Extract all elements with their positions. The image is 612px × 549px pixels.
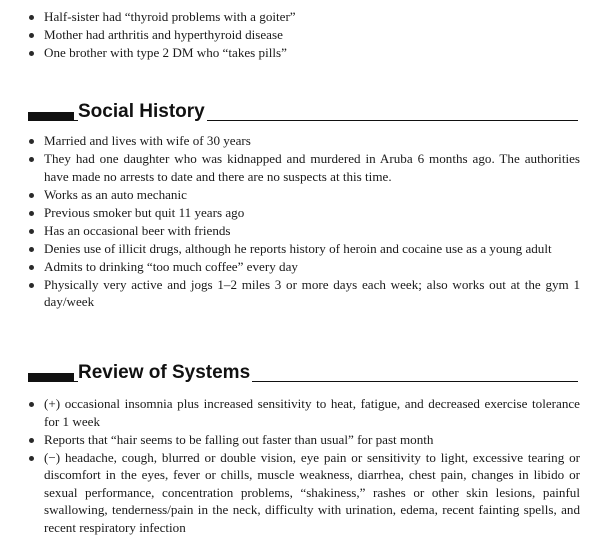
list-item-text: Physically very active and jogs 1–2 miles 3 or more days each week; also works out at the gym 1 day/week (44, 276, 580, 309)
list-item-text: Has an occasional beer with friends (44, 222, 231, 238)
list-item-text: Works as an auto mechanic (44, 186, 187, 202)
review-of-systems-header (28, 362, 578, 386)
section-bar-icon (28, 112, 74, 121)
list-item (28, 26, 580, 44)
list-item (28, 132, 580, 150)
list-item (28, 258, 580, 276)
list-item (28, 150, 580, 185)
bullet-icon (29, 139, 34, 144)
list-item (28, 395, 580, 430)
list-item (28, 186, 580, 204)
bullet-icon (29, 51, 34, 56)
list-item-text: Denies use of illicit drugs, although he reports history of heroin and cocaine use as a young adult (44, 240, 552, 256)
bullet-icon (29, 33, 34, 38)
list-item (28, 431, 580, 449)
list-item (28, 240, 580, 258)
list-item (28, 222, 580, 240)
list-item-text: One brother with type 2 DM who “takes pills” (44, 45, 287, 60)
bullet-icon (29, 438, 34, 443)
list-item (28, 449, 580, 537)
bullet-icon (29, 247, 34, 252)
list-item (28, 204, 580, 222)
section-title: Review of Systems (78, 362, 251, 383)
list-item (28, 8, 580, 26)
social-history-header (28, 101, 578, 125)
bullet-icon (29, 15, 34, 20)
list-item-text: (−) headache, cough, blurred or double vision, eye pain or sensitivity to light, excessive tearing or discomfort in the eyes, fever or chills, muscle weakness, diarrhea, chest pain, changes in libido or sexual performance, concentration problems, “shakiness,” rashes or other skin lesions, painful swallowing, tenderness/pain in the neck, difficulty with urination, edema, recent fainting spells, and recent respiratory infection (44, 449, 580, 535)
bullet-icon (29, 402, 34, 407)
review-of-systems-list (28, 395, 580, 537)
social-history-list (28, 132, 580, 311)
list-item (28, 276, 580, 311)
section-bar-icon (28, 373, 74, 382)
list-item-text: Married and lives with wife of 30 years (44, 133, 251, 148)
bullet-icon (29, 283, 34, 288)
section-title: Social History (78, 101, 205, 122)
list-item-text: (+) occasional insomnia plus increased sensitivity to heat, fatigue, and decreased exercise tolerance for 1 week (44, 396, 580, 429)
bullet-icon (29, 456, 34, 461)
bullet-icon (29, 211, 34, 216)
list-item-text: They had one daughter who was kidnapped and murdered in Aruba 6 months ago. The authorities have made no arrests to date and there are no suspects at this time. (44, 151, 580, 184)
bullet-icon (29, 193, 34, 198)
list-item-text: Reports that “hair seems to be falling out faster than usual” for past month (44, 431, 434, 447)
bullet-icon (29, 229, 34, 234)
list-item-text: Half-sister had “thyroid problems with a goiter” (44, 9, 296, 24)
family-history-list (28, 8, 580, 62)
list-item-text: Mother had arthritis and hyperthyroid disease (44, 27, 283, 42)
list-item-text: Previous smoker but quit 11 years ago (44, 204, 245, 220)
bullet-icon (29, 157, 34, 162)
list-item-text: Admits to drinking “too much coffee” every day (44, 258, 298, 274)
bullet-icon (29, 265, 34, 270)
list-item (28, 44, 580, 62)
